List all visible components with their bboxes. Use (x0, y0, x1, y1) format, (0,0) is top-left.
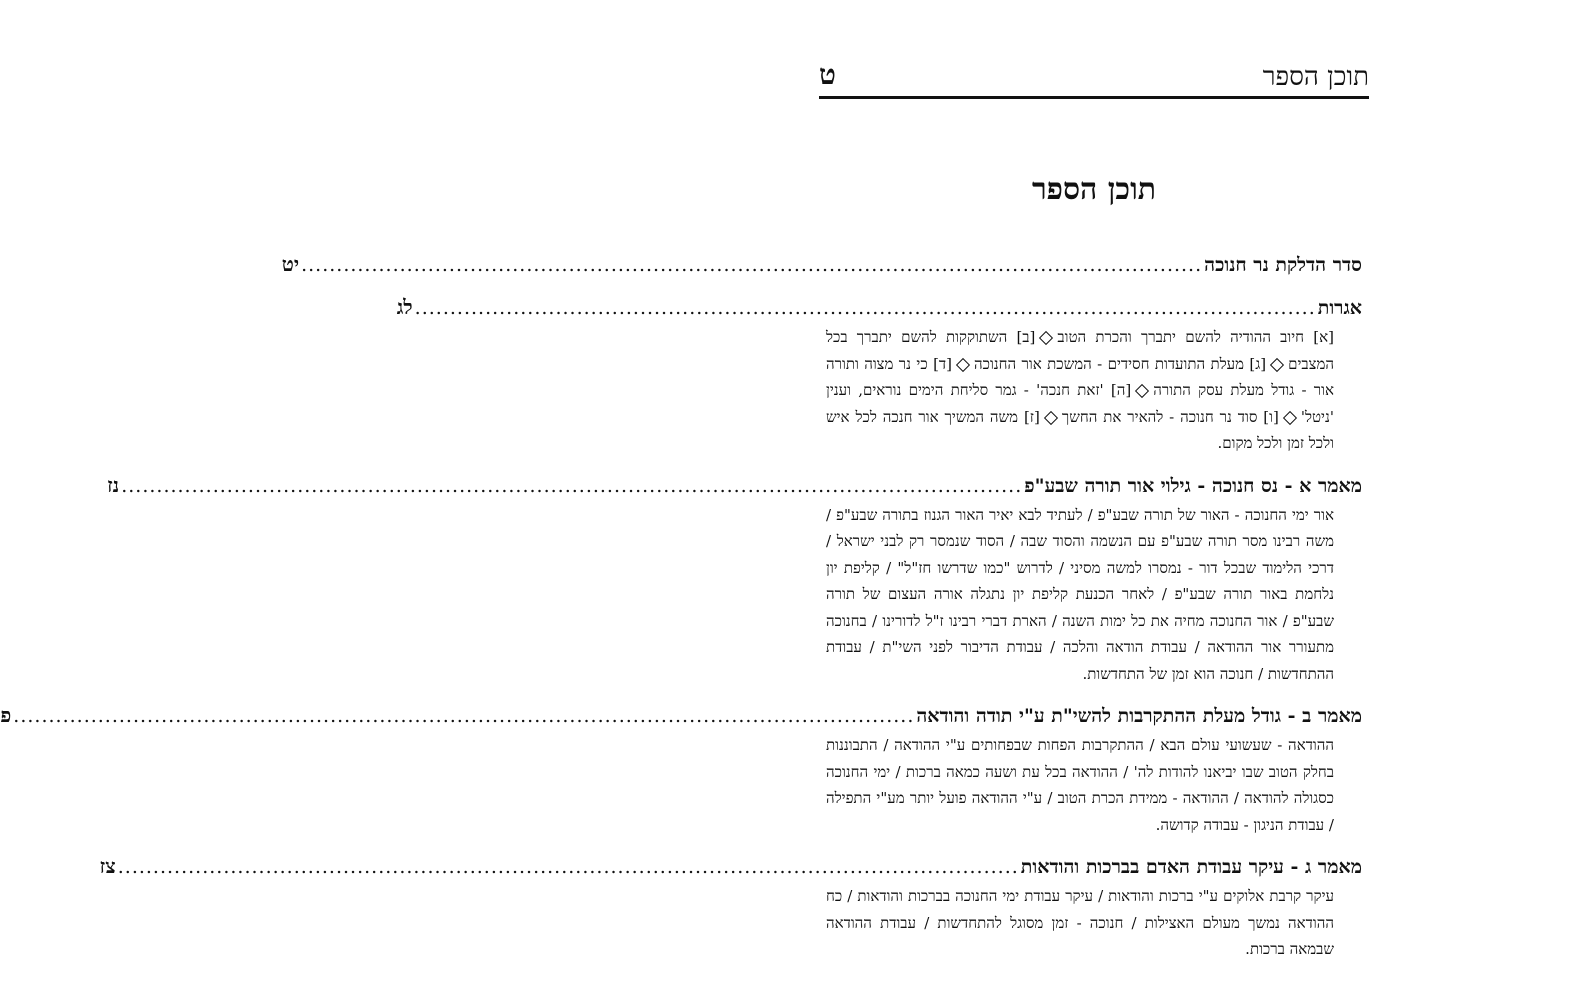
toc-entry-description: עיקר קרבת אלוקים ע"י ברכות והודאות / עיקר עבודת ימי החנוכה בברכות והודאות / כח ההודאה נמשך מעולם האצילות / חנוכה - זמן מסוגל להתחדשות / עבודת ההודאה שבמאה ברכות. (826, 887, 1334, 958)
diamond-separator-icon (956, 357, 970, 371)
toc-entry-label: מאמר ב - גודל מעלת ההתקרבות להשי"ת ע"י תודה והודאה (916, 705, 1362, 727)
diamond-separator-icon (1270, 357, 1284, 371)
toc-entry-page: יט (281, 252, 300, 276)
toc-entry-page: צז (99, 854, 116, 878)
igrot-item: [ד] כי נר מצוה ותורה אור - גודל מעלת עסק התורה (826, 354, 1334, 399)
toc-entry-heading (99, 852, 1362, 881)
toc-entry-heading (0, 701, 1362, 730)
leader-dots: ................................................................................................................................ (13, 705, 915, 727)
diamond-separator-icon (1039, 331, 1053, 345)
igrot-item: [ב] השתוקקות להשם יתברך בכל המצבים (826, 328, 1334, 373)
leader-dots: ................................................................................................................................ (117, 856, 1019, 878)
diamond-separator-icon (1283, 410, 1297, 424)
toc-entry-seder-hadlakat (281, 250, 1362, 279)
toc-entry-page: נז (107, 472, 120, 497)
leader-dots: ................................................................................................................................ (301, 254, 1203, 276)
leader-dots: ................................................................................................................................ (414, 297, 1316, 319)
diamond-separator-icon (1135, 384, 1149, 398)
running-header (819, 52, 1369, 92)
toc-entry-heading (281, 250, 1362, 279)
toc-entry-label: מאמר ג - עיקר עבודת האדם בברכות והודאות (1020, 856, 1362, 878)
page-title: תוכן הספר (1031, 172, 1157, 207)
toc-entry-description: ההודאה - שעשועי עולם הבא / ההתקרבות הפחות שבפחותים ע"י ההודאה / התבוננות בחלק הטוב שבו יביאנו להודות לה' / ההודאה בכל עת ושעה כמאה ברכות / ימי החנוכה כסגולה להודאה / ההודאה - ממידת הכרת הטוב / ע"י ההודאה פועל יותר מע"י התפילה / עבודת הניגון - עבודה קדושה. (826, 736, 1334, 834)
running-header-page-number: ט (819, 58, 836, 91)
toc-entry-heading (107, 471, 1362, 500)
toc-entry-description: אור ימי החנוכה - האור של תורה שבע"פ / לעתיד לבא יאיר האור הגנוז בתורה שבע"פ / משה רבינו מסר תורה שבע"פ עם הנשמה והסוד שבה / הסוד שנמסר רק לבני ישראל / דרכי הלימוד שבכל דור - נמסרו למשה מסיני / לדרוש "כמו שדרשו חז"ל" / קליפת יון נלחמת באור תורה שבע"פ / לאחר הכנעת קליפת יון נתגלה אורה העצום של תורה שבע"פ / אור החנוכה מחיה את כל ימות השנה / הארת דברי רבינו ז"ל לדורינו / בחנוכה מתעורר אור ההודאה / עבודת הודאה והלכה / עבודת הדיבור לפני השי"ת / עבודת ההתחדשות / חנוכה הוא זמן של התחדשות. (826, 505, 1334, 683)
toc-entry-page: לג (396, 295, 413, 319)
igrot-item: [א] חיוב ההודיה להשם יתברך והכרת הטוב (1057, 328, 1334, 346)
toc-entry-label: מאמר א - נס חנוכה - גילוי אור תורה שבע"פ (1024, 474, 1362, 497)
toc-entry-label: סדר הדלקת נר חנוכה (1204, 254, 1362, 276)
diamond-separator-icon (1044, 410, 1058, 424)
igrot-item: [ה] 'זאת חנכה' - גמר סליחת הימים נוראים, וענין 'ניטל' (826, 381, 1334, 426)
toc-entry-maamar-b (0, 701, 1362, 838)
toc-entry-maamar-a (107, 471, 1362, 688)
igrot-item: [ז] משה המשיך אור חנכה לכל איש ולכל זמן ולכל מקום. (826, 407, 1334, 452)
toc-entry-heading (396, 293, 1362, 322)
toc-entry-description (826, 324, 1334, 457)
table-of-contents (0, 250, 1362, 977)
leader-dots: ................................................................................................................................ (121, 474, 1023, 497)
running-header-title: תוכן הספר (1262, 62, 1369, 92)
toc-entry-igrot (396, 293, 1362, 457)
header-rule (819, 96, 1369, 99)
igrot-item: [ג] מעלת התועדות חסידים - המשכת אור החנוכה (974, 354, 1267, 373)
toc-entry-maamar-g (99, 852, 1362, 963)
toc-entry-label: אגרות (1317, 297, 1362, 319)
igrot-item: [ו] סוד נר חנוכה - להאיר את החשך (1061, 407, 1279, 426)
toc-entry-page: פ (0, 703, 12, 727)
